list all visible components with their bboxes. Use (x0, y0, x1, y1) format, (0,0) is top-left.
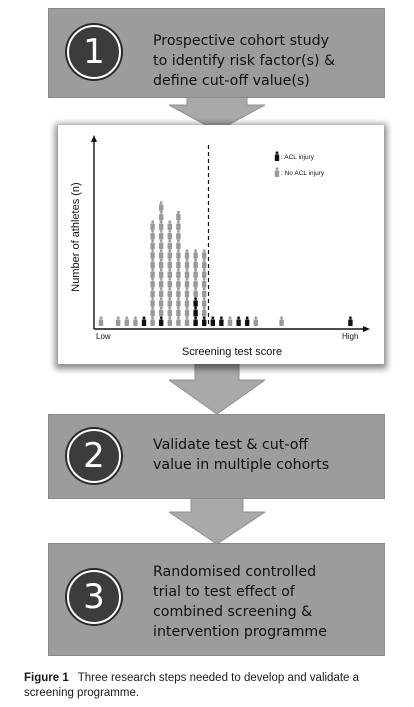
no-acl-injury-figure (150, 316, 154, 326)
no-acl-injury-figure (168, 307, 172, 317)
no-acl-injury-figure (150, 297, 154, 307)
legend-uninjured-icon (275, 167, 279, 177)
no-acl-injury-figure (150, 307, 154, 317)
no-acl-injury-figure (159, 297, 163, 307)
no-acl-injury-figure (150, 259, 154, 269)
step-3-text: Randomised controlled trial to test effect of combined screening & intervention programme (153, 564, 327, 640)
no-acl-injury-figure (159, 220, 163, 230)
acl-injury-figure (245, 316, 249, 326)
no-acl-injury-figure (168, 240, 172, 250)
no-acl-injury-figure (150, 230, 154, 240)
no-acl-injury-figure (202, 249, 206, 259)
no-acl-injury-figure (176, 220, 180, 230)
no-acl-injury-figure (279, 316, 283, 326)
no-acl-injury-figure (185, 268, 189, 278)
no-acl-injury-figure (176, 297, 180, 307)
no-acl-injury-figure (176, 240, 180, 250)
no-acl-injury-figure (150, 288, 154, 298)
no-acl-injury-figure (176, 307, 180, 317)
step-3-box (48, 543, 385, 656)
caption-label: Figure 1 (24, 672, 69, 684)
acl-injury-figure (202, 316, 206, 326)
no-acl-injury-figure (193, 278, 197, 288)
no-acl-injury-figure (159, 288, 163, 298)
no-acl-injury-figure (193, 268, 197, 278)
step-3-number: 3 (67, 570, 121, 624)
screening-chart (58, 125, 384, 364)
no-acl-injury-figure (176, 259, 180, 269)
no-acl-injury-figure (185, 316, 189, 326)
no-acl-injury-figure (168, 259, 172, 269)
legend-uninjured-label: : No ACL injury (281, 170, 325, 177)
no-acl-injury-figure (168, 268, 172, 278)
legend-injured-person-icon (275, 151, 279, 161)
figure-caption (24, 671, 394, 701)
x-axis-label: Screening test score (181, 346, 283, 358)
no-acl-injury-figure (168, 220, 172, 230)
no-acl-injury-figure (150, 220, 154, 230)
no-acl-injury-figure (176, 288, 180, 298)
no-acl-injury-figure (150, 278, 154, 288)
acl-injury-figure (159, 316, 163, 326)
no-acl-injury-figure (193, 249, 197, 259)
no-acl-injury-figure (193, 259, 197, 269)
no-acl-injury-figure (168, 288, 172, 298)
no-acl-injury-figure (159, 230, 163, 240)
no-acl-injury-figure (202, 278, 206, 288)
no-acl-injury-figure (168, 316, 172, 326)
legend-injured-icon (275, 151, 279, 161)
acl-injury-figure (142, 316, 146, 326)
no-acl-injury-figure (168, 278, 172, 288)
caption-text: Three research steps needed to develop and validate a screening programme. (24, 672, 360, 699)
acl-injury-figure (193, 297, 197, 307)
legend-uninjured-person-icon (275, 167, 279, 177)
flow-arrow-3 (169, 498, 265, 544)
acl-injury-figure (211, 316, 215, 326)
acl-injury-figure (219, 316, 223, 326)
no-acl-injury-figure (176, 230, 180, 240)
step-1-text: Prospective cohort study to identify risk factor(s) & define cut-off value(s) (153, 33, 336, 89)
no-acl-injury-figure (133, 316, 137, 326)
no-acl-injury-figure (176, 316, 180, 326)
y-axis-label: Number of athletes (n) (70, 182, 82, 292)
no-acl-injury-figure (185, 259, 189, 269)
no-acl-injury-figure (168, 230, 172, 240)
no-acl-injury-figure (185, 288, 189, 298)
no-acl-injury-figure (159, 268, 163, 278)
x-tick-high: High (342, 332, 359, 341)
no-acl-injury-figure (193, 288, 197, 298)
no-acl-injury-figure (228, 316, 232, 326)
flow-arrow-2 (169, 364, 265, 414)
no-acl-injury-figure (185, 297, 189, 307)
no-acl-injury-figure (116, 316, 120, 326)
x-axis-arrowhead (363, 326, 370, 332)
legend-injured-label: : ACL injury (281, 154, 314, 161)
no-acl-injury-figure (168, 297, 172, 307)
step-1-number: 1 (67, 25, 121, 79)
no-acl-injury-figure (150, 268, 154, 278)
no-acl-injury-figure (159, 259, 163, 269)
y-axis-arrowhead (91, 135, 97, 142)
athlete-figures (99, 201, 353, 326)
no-acl-injury-figure (159, 278, 163, 288)
no-acl-injury-figure (159, 249, 163, 259)
no-acl-injury-figure (202, 307, 206, 317)
no-acl-injury-figure (202, 297, 206, 307)
no-acl-injury-figure (202, 259, 206, 269)
no-acl-injury-figure (176, 268, 180, 278)
no-acl-injury-figure (202, 268, 206, 278)
step-2-text: Validate test & cut-off value in multiple cohorts (153, 437, 330, 473)
acl-injury-figure (193, 316, 197, 326)
no-acl-injury-figure (125, 316, 129, 326)
acl-injury-figure (236, 316, 240, 326)
acl-injury-figure (348, 316, 352, 326)
no-acl-injury-figure (168, 249, 172, 259)
no-acl-injury-figure (176, 278, 180, 288)
no-acl-injury-figure (99, 316, 103, 326)
no-acl-injury-figure (254, 316, 258, 326)
no-acl-injury-figure (159, 307, 163, 317)
no-acl-injury-figure (185, 249, 189, 259)
no-acl-injury-figure (176, 249, 180, 259)
acl-injury-figure (193, 307, 197, 317)
step-2-box (48, 414, 385, 499)
no-acl-injury-figure (202, 288, 206, 298)
no-acl-injury-figure (150, 249, 154, 259)
no-acl-injury-figure (176, 211, 180, 221)
no-acl-injury-figure (185, 278, 189, 288)
step-1-box (48, 8, 385, 98)
no-acl-injury-figure (159, 240, 163, 250)
step-2-number: 2 (67, 429, 121, 483)
no-acl-injury-figure (150, 240, 154, 250)
x-tick-low: Low (96, 332, 111, 341)
chart-svg (58, 125, 384, 364)
no-acl-injury-figure (159, 211, 163, 221)
no-acl-injury-figure (159, 201, 163, 211)
no-acl-injury-figure (185, 307, 189, 317)
legend (275, 151, 325, 177)
